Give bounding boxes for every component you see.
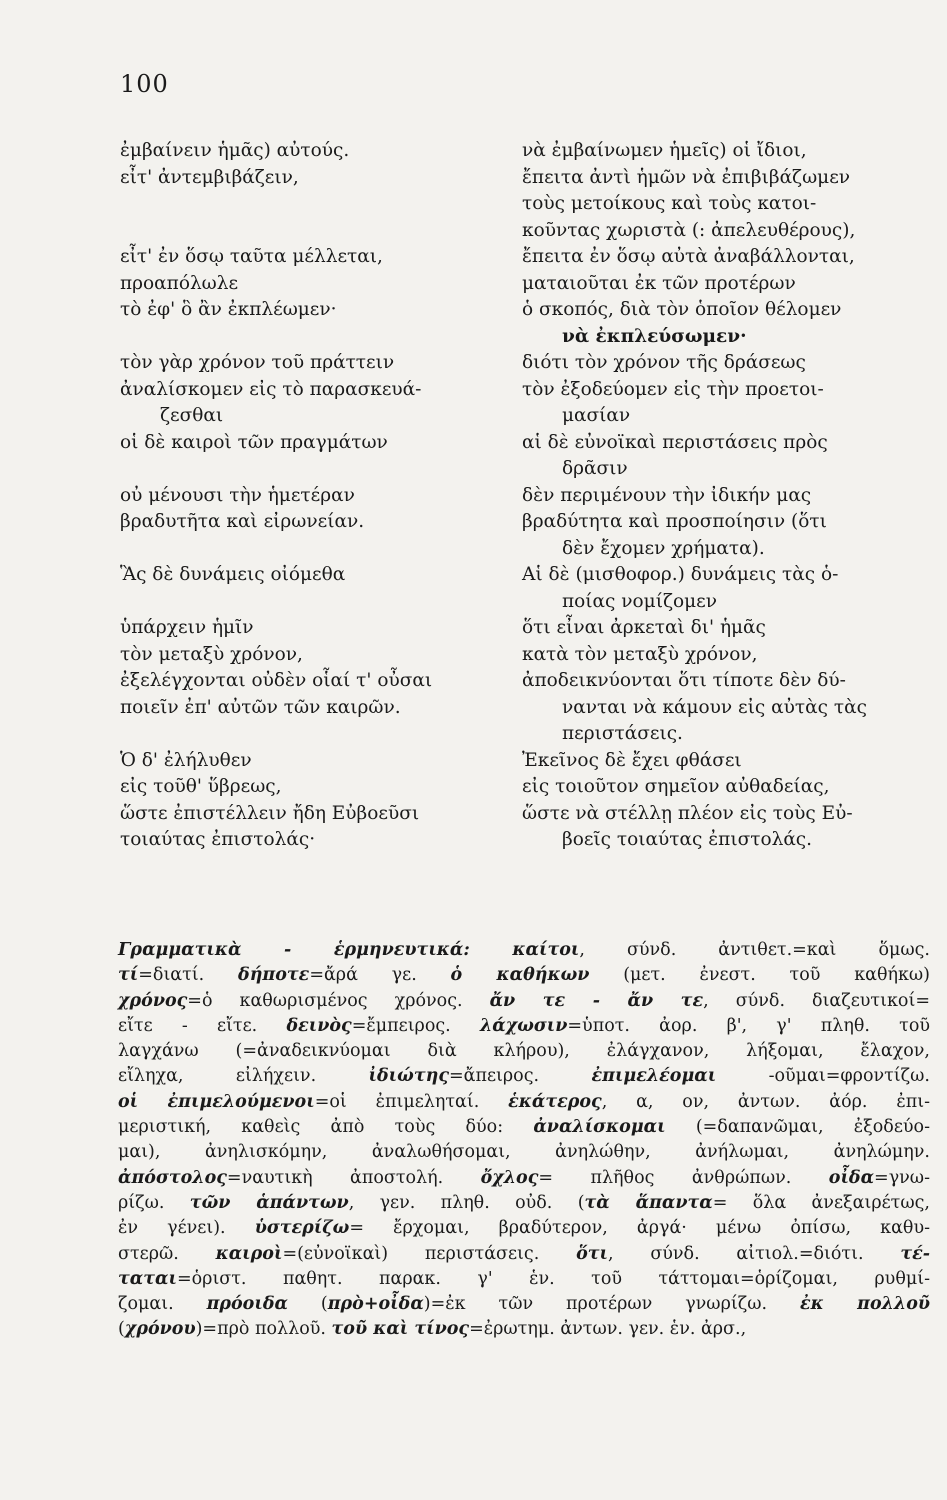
translation-line: δρᾶσιν — [562, 458, 628, 479]
translation-column — [522, 138, 927, 854]
note-text: λαγχάνω (=ἀναδεικνύομαι διὰ κλήρου), ἐλάγχανον, λήξομαι, ἔλαχον, — [118, 1041, 930, 1062]
note-text: εἴληχα, εἰλήχειν. — [118, 1066, 369, 1087]
ancient-text-line: Ὁ δ' ἐλήλυθεν — [120, 749, 252, 771]
note-text: =ναυτικὴ ἀποστολή. — [226, 1167, 481, 1188]
headword: πρόοιδα — [206, 1294, 288, 1315]
translation-line: Ἐκεῖνος δὲ ἔχει φθάσει — [522, 749, 742, 771]
ancient-text-line — [120, 218, 505, 245]
ancient-text-line — [120, 589, 505, 616]
headword: ὅτι — [576, 1243, 608, 1264]
headword: ἐκ πολλοῦ — [799, 1294, 931, 1315]
translation-line: κοῦντας χωριστὰ (: ἀπελευθέρους), — [522, 219, 856, 241]
note-text: (=δαπανῶμαι, ἐξοδεύο- — [665, 1117, 930, 1138]
headword: τῶν ἁπάντων — [189, 1192, 349, 1213]
grammar-note-line — [118, 1242, 930, 1267]
translation-line: ὅτι εἶναι ἀρκεταὶ δι' ἡμᾶς — [522, 617, 766, 638]
note-text: = πλῆθος ἀνθρώπων. — [538, 1167, 829, 1188]
ancient-text-line — [120, 324, 505, 351]
translation-line: ἔπειτα ἐν ὅσῳ αὐτὰ ἀναβάλλονται, — [522, 246, 855, 267]
headword: τί — [118, 965, 139, 986]
note-text: =ἔμπειρος. — [351, 1015, 480, 1036]
note-text: =οἱ ἐπιμεληταί. — [314, 1091, 509, 1112]
ancient-text-line: εἰς τοῦθ' ὕβρεως, — [120, 776, 282, 797]
headword: ὄχλος — [480, 1167, 539, 1188]
grammar-note-line — [118, 963, 930, 988]
translation-line: ἔπειτα ἀντὶ ἡμῶν νὰ ἐπιβιβάζωμεν — [522, 166, 851, 188]
headword: πρὸ+οἶδα — [327, 1294, 424, 1315]
headword: ὁ καθήκων — [450, 965, 590, 986]
note-text: )=πρὸ πολλοῦ. — [195, 1319, 332, 1340]
grammar-note-line — [118, 1090, 930, 1115]
ancient-text-line: τοιαύτας ἐπιστολάς· — [120, 829, 316, 850]
note-text: μεριστική, καθεὶς ἀπὸ τοὺς δύο: — [118, 1117, 534, 1138]
note-text: , σύνδ. διαζευτικοί= — [703, 990, 930, 1011]
translation-line: ματαιοῦται ἐκ τῶν προτέρων — [522, 272, 796, 294]
translation-line: βραδύτητα καὶ προσποίησιν (ὅτι — [522, 511, 827, 532]
headword: χρόνος — [118, 990, 188, 1011]
ancient-text-line: εἶτ' ἐν ὅσῳ ταῦτα μέλλεται, — [120, 246, 383, 267]
note-text: = ἔρχομαι, βραδύτερον, ἀργά· μένω ὀπίσω, καθυ- — [349, 1218, 930, 1239]
note-text: ἐν γένει). — [118, 1218, 255, 1239]
headword: ἀναλίσκομαι — [533, 1117, 666, 1138]
ancient-text-line: βραδυτῆτα καὶ εἰρωνείαν. — [120, 511, 365, 532]
note-text: , σύνδ. αἰτιολ.=διότι. — [607, 1243, 901, 1264]
headword: οἶδα — [828, 1167, 875, 1188]
translation-line: περιστάσεις. — [562, 723, 683, 744]
note-text: =γνω- — [874, 1167, 930, 1188]
grammar-note-line — [118, 1292, 930, 1317]
translation-line: αἱ δὲ εὐνοϊκαὶ περιστάσεις πρὸς — [522, 431, 828, 453]
note-text: =διατί. — [138, 965, 239, 986]
grammar-note-line — [118, 1191, 930, 1216]
ancient-text-line: ἐξελέγχονται οὐδὲν οἷαί τ' οὖσαι — [120, 670, 433, 691]
ancient-text-line: ἀναλίσκομεν εἰς τὸ παρασκευά- — [120, 378, 422, 400]
headword: χρόνου — [124, 1319, 196, 1340]
grammar-note-line — [118, 989, 930, 1014]
grammar-note-line — [118, 1039, 930, 1064]
grammar-note-line — [118, 1140, 930, 1165]
translation-line: δὲν ἔχομεν χρήματα). — [562, 537, 765, 559]
note-text: -οῦμαι=φροντίζω. — [716, 1066, 930, 1087]
translation-line: ὁ σκοπός, διὰ τὸν ὁποῖον θέλομεν — [522, 299, 842, 320]
headword: δήποτε — [238, 965, 310, 986]
ancient-text-line: Ἃς δὲ δυνάμεις οἰόμεθα — [120, 564, 346, 585]
grammar-note-line — [118, 1014, 930, 1039]
translation-line: Αἱ δὲ (μισθοφορ.) δυνάμεις τὰς ὁ- — [522, 564, 839, 585]
headword: καιροὶ — [215, 1243, 283, 1264]
translation-line: διότι τὸν χρόνον τῆς δράσεως — [522, 352, 806, 373]
note-text: , α, ον, ἀντων. ἀόρ. ἐπι- — [601, 1091, 930, 1112]
ancient-text-line: οἱ δὲ καιροὶ τῶν πραγμάτων — [120, 431, 388, 453]
note-text: = ὅλα ἀνεξαιρέτως, — [712, 1192, 930, 1213]
ancient-text-line: ποιεῖν ἐπ' αὐτῶν τῶν καιρῶν. — [120, 696, 401, 718]
ancient-text-column — [120, 138, 505, 854]
headword: δεινὸς — [286, 1015, 352, 1036]
translation-line: δὲν περιμένουν τὴν ἰδικήν μας — [522, 484, 812, 506]
ancient-text-line — [120, 191, 505, 218]
grammar-note-line — [118, 1115, 930, 1140]
note-text: μαι), ἀνηλισκόμην, ἀναλωθήσομαι, ἀνηλώθην, ἀνήλωμαι, ἀνηλώμην. — [118, 1142, 930, 1163]
ancient-text-line: προαπόλωλε — [120, 272, 239, 294]
headword: τοῦ καὶ τίνος — [331, 1319, 470, 1340]
headword: τέ- — [900, 1243, 930, 1264]
ancient-text-line: οὐ μένουσι τὴν ἡμετέραν — [120, 484, 355, 506]
translation-line: ὥστε νὰ στέλλῃ πλέον εἰς τοὺς Εὐ- — [522, 802, 853, 824]
note-text: στερῶ. — [118, 1243, 216, 1264]
note-text: ρίζω. — [118, 1192, 190, 1213]
note-text: =ὁριστ. παθητ. παρακ. γ' ἑν. τοῦ τάττομαι=ὁρίζομαι, ρυθμί- — [176, 1268, 930, 1289]
ancient-text-line — [120, 536, 505, 563]
ancient-text-line: τὸν μεταξὺ χρόνον, — [120, 643, 303, 665]
note-text: ( — [118, 1319, 125, 1340]
ancient-text-line: τὸν γὰρ χρόνον τοῦ πράττειν — [120, 352, 395, 373]
note-text: =ὑποτ. ἀορ. β', γ' πληθ. τοῦ — [567, 1015, 930, 1036]
headword: ὑστερίζω — [254, 1218, 350, 1239]
grammar-note-line — [118, 938, 930, 963]
grammar-notes — [118, 938, 930, 1343]
translation-line: εἰς τοιοῦτον σημεῖον αὐθαδείας, — [522, 776, 830, 797]
page-number: 100 — [120, 70, 169, 98]
headword: Γραμματικὰ - ἑρμηνευτικά: καίτοι — [118, 940, 580, 960]
headword: οἱ ἐπιμελούμενοι — [118, 1091, 315, 1112]
translation-line: βοεῖς τοιαύτας ἐπιστολάς. — [562, 829, 813, 850]
translation-line: ποίας νομίζομεν — [562, 590, 717, 612]
note-text: =ἄρά γε. — [309, 965, 451, 986]
translation-line: τὸν ἐξοδεύομεν εἰς τὴν προετοι- — [522, 378, 824, 400]
ancient-text-line: τὸ ἐφ' ὃ ἂν ἐκπλέωμεν· — [120, 299, 337, 320]
note-text: εἴτε - εἴτε. — [118, 1015, 287, 1036]
note-text: ζομαι. — [118, 1294, 207, 1315]
note-text: =ὁ καθωρισμένος χρόνος. — [187, 990, 490, 1011]
note-text: , σύνδ. ἀντιθετ.=καὶ ὅμως. — [579, 940, 930, 960]
translation-line: κατὰ τὸν μεταξὺ χρόνον, — [522, 643, 758, 665]
grammar-note-line — [118, 1317, 930, 1342]
note-text: )=ἐκ τῶν προτέρων γνωρίζω. — [423, 1294, 800, 1315]
translation-line: τοὺς μετοίκους καὶ τοὺς κατοι- — [522, 193, 817, 214]
note-text: (μετ. ἐνεστ. τοῦ καθήκω) — [589, 965, 931, 986]
headword: λάχωσιν — [479, 1015, 568, 1036]
headword: ἐπιμελέομαι — [591, 1066, 717, 1087]
ancient-text-line: ἐμβαίνειν ἡμᾶς) αὐτούς. — [120, 140, 350, 161]
translation-line: μασίαν — [562, 405, 631, 426]
translation-line: νανται νὰ κάμουν εἰς αὐτὰς τὰς — [562, 696, 867, 718]
headword: ἀπόστολος — [118, 1167, 227, 1188]
headword: ἰδιώτης — [368, 1066, 449, 1087]
note-text: =ἄπειρος. — [448, 1066, 592, 1087]
note-text: =(εὐνοϊκαὶ) περιστάσεις. — [282, 1243, 577, 1264]
translation-line: ἀποδεικνύονται ὅτι τίποτε δὲν δύ- — [522, 670, 846, 691]
grammar-note-line — [118, 1166, 930, 1191]
ancient-text-line: ὥστε ἐπιστέλλειν ἤδη Εὐβοεῦσι — [120, 802, 420, 824]
headword: ἄν τε - ἄν τε — [489, 990, 704, 1011]
translation-line: νὰ ἐμβαίνωμεν ἡμεῖς) οἱ ἴδιοι, — [522, 140, 807, 161]
grammar-note-line — [118, 1267, 930, 1292]
note-text: =ἐρωτημ. ἀντων. γεν. ἑν. ἀρσ., — [469, 1319, 747, 1340]
ancient-text-line — [120, 456, 505, 483]
note-text: ( — [287, 1294, 328, 1315]
ancient-text-line: ζεσθαι — [160, 405, 224, 426]
grammar-note-line — [118, 1216, 930, 1241]
translation-line: νὰ ἐκπλεύσωμεν· — [562, 325, 747, 347]
ancient-text-line — [120, 721, 505, 748]
note-text: , γεν. πληθ. οὐδ. ( — [348, 1192, 585, 1213]
headword: τὰ ἅπαντα — [584, 1192, 713, 1213]
ancient-text-line: ὑπάρχειν ἡμῖν — [120, 617, 254, 638]
headword: ταται — [118, 1268, 177, 1289]
grammar-note-line — [118, 1064, 930, 1089]
headword: ἑκάτερος — [508, 1091, 602, 1112]
ancient-text-line: εἶτ' ἀντεμβιβάζειν, — [120, 166, 299, 188]
